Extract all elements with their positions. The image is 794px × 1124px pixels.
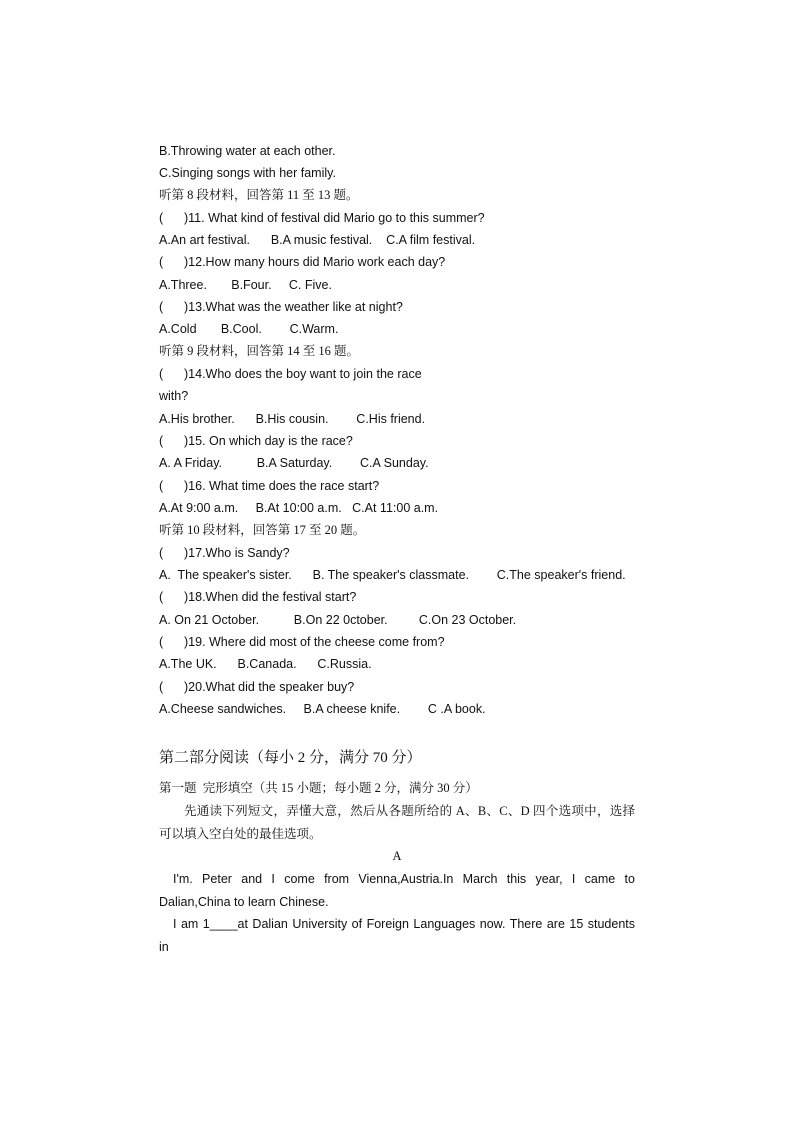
question-14-cont: with? [159, 389, 189, 403]
section-title: 第一题 完形填空（共 15 小题；每小题 2 分，满分 30 分） [159, 781, 478, 795]
cloze-instructions: 先通读下列短文，弄懂大意，然后从各题所给的 A、B、C、D 四个选项中，选择可以填入空白处的最佳选项。 [159, 804, 635, 841]
section-instruction: 听第 10 段材料，回答第 17 至 20 题。 [159, 523, 366, 537]
options-18: A. On 21 October. B.On 22 0ctober. C.On 23 October. [159, 613, 517, 627]
question-19: ( )19. Where did most of the cheese come from? [159, 635, 445, 649]
passage-paragraph-1: I'm. Peter and I come from Vienna,Austria.In March this year, I came to Dalian,China to learn Chinese. [159, 872, 635, 909]
section-instruction: 听第 9 段材料，回答第 14 至 16 题。 [159, 344, 360, 358]
options-13: A.Cold B.Cool. C.Warm. [159, 322, 339, 336]
options-11: A.An art festival. B.A music festival. C.A film festival. [159, 233, 476, 247]
passage-label: A [392, 849, 402, 863]
question-20: ( )20.What did the speaker buy? [159, 680, 355, 694]
question-18: ( )18.When did the festival start? [159, 590, 357, 604]
question-17: ( )17.Who is Sandy? [159, 546, 290, 560]
options-17: A. The speaker's sister. B. The speaker's classmate. C.The speaker's friend. [159, 568, 626, 582]
question-14: ( )14.Who does the boy want to join the race [159, 367, 422, 381]
options-20: A.Cheese sandwiches. B.A cheese knife. C .A book. [159, 702, 486, 716]
part-two-heading: 第二部分阅读（每小 2 分，满分 70 分） [159, 750, 422, 766]
options-16: A.At 9:00 a.m. B.At 10:00 a.m. C.At 11:00 a.m. [159, 501, 439, 515]
option-line: B.Throwing water at each other. [159, 144, 336, 158]
options-12: A.Three. B.Four. C. Five. [159, 278, 332, 292]
passage-paragraph-2: I am 1____at Dalian University of Foreign Languages now. There are 15 students in [159, 917, 635, 954]
question-16: ( )16. What time does the race start? [159, 479, 380, 493]
question-11: ( )11. What kind of festival did Mario go to this summer? [159, 211, 485, 225]
question-15: ( )15. On which day is the race? [159, 434, 353, 448]
options-15: A. A Friday. B.A Saturday. C.A Sunday. [159, 456, 429, 470]
option-line: C.Singing songs with her family. [159, 166, 336, 180]
options-14: A.His brother. B.His cousin. C.His friend. [159, 412, 426, 426]
options-19: A.The UK. B.Canada. C.Russia. [159, 657, 372, 671]
section-instruction: 听第 8 段材料，回答第 11 至 13 题。 [159, 188, 359, 202]
question-13: ( )13.What was the weather like at night? [159, 300, 403, 314]
question-12: ( )12.How many hours did Mario work each day? [159, 255, 446, 269]
